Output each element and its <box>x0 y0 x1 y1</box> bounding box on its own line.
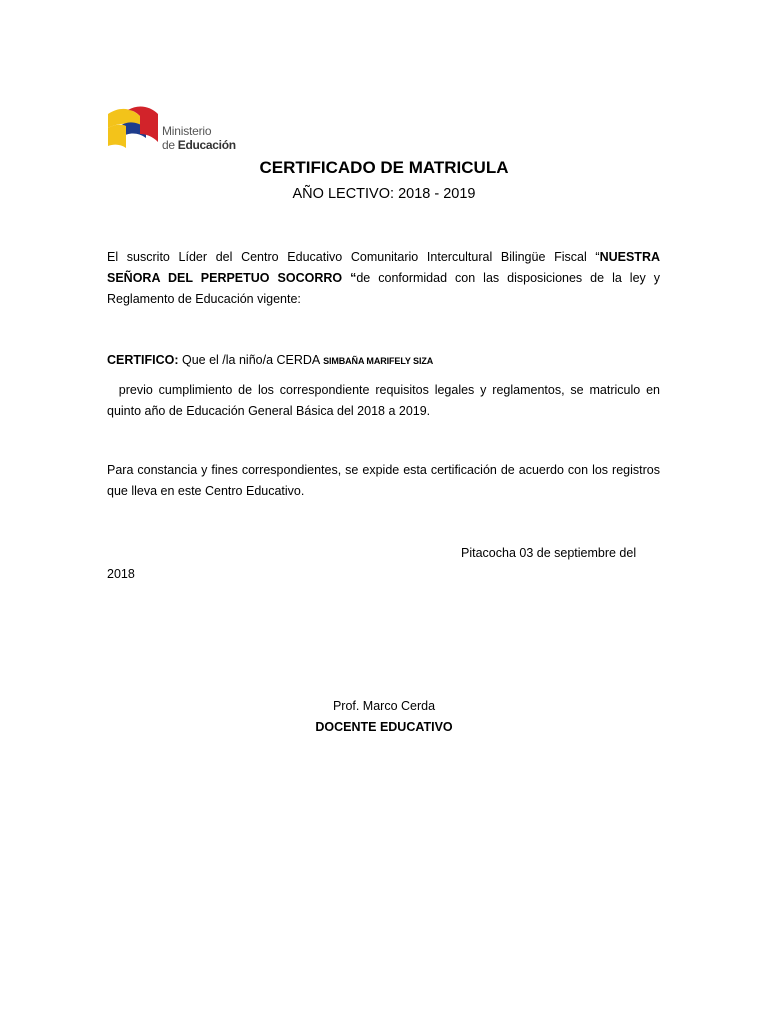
document-subtitle: AÑO LECTIVO: 2018 - 2019 <box>292 186 476 202</box>
school-name: NUESTRA SEÑORA DEL PERPETUO SOCORRO “ <box>107 250 660 285</box>
certifico-label: CERTIFICO: <box>107 353 179 367</box>
ministerio-logo <box>106 104 246 154</box>
certifico-paragraph <box>107 350 660 372</box>
date-line: Pitacocha 03 de septiembre del <box>461 546 637 560</box>
logo-line-2-prefix: de <box>162 138 178 152</box>
signer-name: Prof. Marco Cerda <box>332 699 436 713</box>
date-year: 2018 <box>107 567 135 581</box>
logo-line-1: Ministerio <box>162 124 212 138</box>
constancy-paragraph: Para constancia y fines correspondientes, se expide esta certificación de acuerdo con los registros que lleva en este Centro Educativo. <box>107 463 660 498</box>
ecuador-flag-emblem-icon <box>106 104 162 154</box>
logo-line-2-bold: Educación <box>177 138 236 152</box>
signer-role: DOCENTE EDUCATIVO <box>315 720 453 734</box>
student-name: SIMBAÑA MARIFELY SIZA <box>323 356 434 366</box>
emblem-yellow-lower-shape <box>108 125 126 148</box>
logo-line-2 <box>162 138 236 152</box>
document-title: CERTIFICADO DE MATRICULA <box>259 158 509 177</box>
intro-text-a: El suscrito Líder del Centro Educativo Comunitario Intercultural Bilingüe Fiscal “ <box>107 250 600 264</box>
intro-text-b: de conformidad con las disposiciones de la ley y Reglamento de Educación vigente: <box>107 271 661 306</box>
certifico-text: Que el /la niño/a CERDA <box>178 353 324 367</box>
intro-paragraph <box>107 247 660 310</box>
requirements-paragraph <box>107 380 660 422</box>
requirements-text: previo cumplimiento de los correspondiente requisitos legales y reglamentos, se matriculo en quinto año de Educación General Básica del 2018 a 2019. <box>107 383 660 418</box>
